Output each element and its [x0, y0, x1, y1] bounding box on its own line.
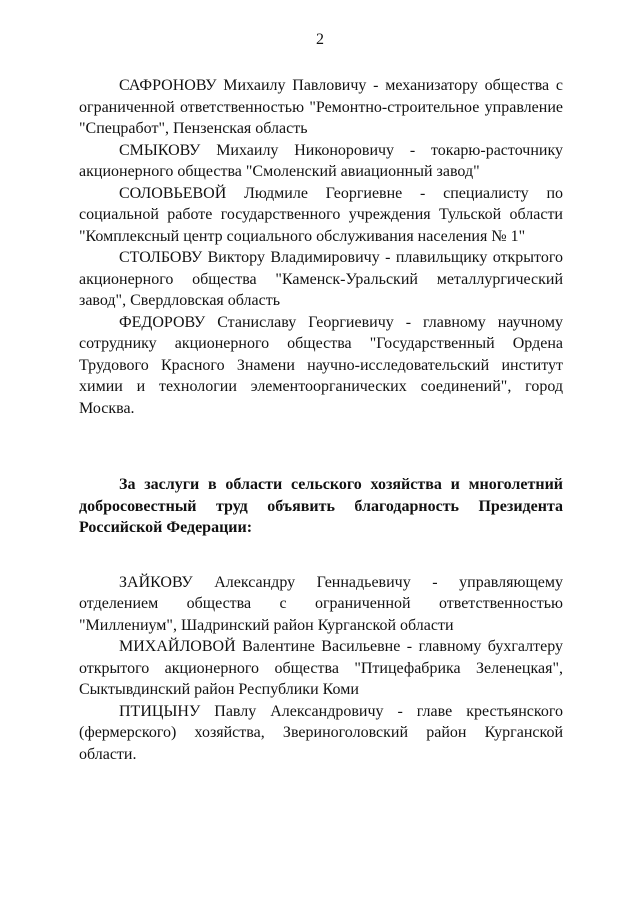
awardee-paragraph: ПТИЦЫНУ Павлу Александровичу - главе крестьянского (фермерского) хозяйства, Звериноголовский район Курганской области. — [79, 702, 563, 763]
awardee-paragraph: СОЛОВЬЕВОЙ Людмиле Георгиевне - специалисту по социальной работе государственного учреждения Тульской области "Комплексный центр социального обслуживания населения № 1" — [79, 184, 563, 245]
awardee-paragraph: СМЫКОВУ Михаилу Никоноровичу - токарю-расточнику акционерного общества "Смоленский авиационный завод" — [79, 141, 563, 180]
page-number: 2 — [316, 31, 324, 48]
awardee-list-second — [79, 572, 563, 766]
section-spacer — [79, 419, 563, 474]
awardee-paragraph: САФРОНОВУ Михаилу Павловичу - механизатору общества с ограниченной ответственностью "Ремонтно-строительное управление "Спецработ", Пензенская область — [79, 77, 563, 137]
heading-spacer — [79, 539, 563, 572]
section-heading: За заслуги в области сельского хозяйства и многолетний добросовестный труд объявить благодарность Президента Российской Федерации: — [79, 476, 563, 536]
awardee-paragraph: МИХАЙЛОВОЙ Валентине Васильевне - главному бухгалтеру открытого акционерного общества "Птицефабрика Зеленецкая", Сыктывдинский район Республики Коми — [79, 638, 563, 698]
document-body — [79, 75, 563, 765]
awardee-paragraph: ЗАЙКОВУ Александру Геннадьевичу - управляющему отделением общества с ограниченной ответственностью "Миллениум", Шадринский район Курганской области — [79, 573, 563, 634]
awardee-paragraph: СТОЛБОВУ Виктору Владимировичу - плавильщику открытого акционерного общества "Каменск-Уральский металлургический завод", Свердловская область — [79, 249, 563, 309]
awardee-list-first — [79, 75, 563, 419]
awardee-paragraph: ФЕДОРОВУ Станиславу Георгиевичу - главному научному сотруднику акционерного общества "Государственный Ордена Трудового Красного Знамени научно-исследовательский институт химии и технологии элементоорганических соединений", город Москва. — [79, 313, 563, 417]
